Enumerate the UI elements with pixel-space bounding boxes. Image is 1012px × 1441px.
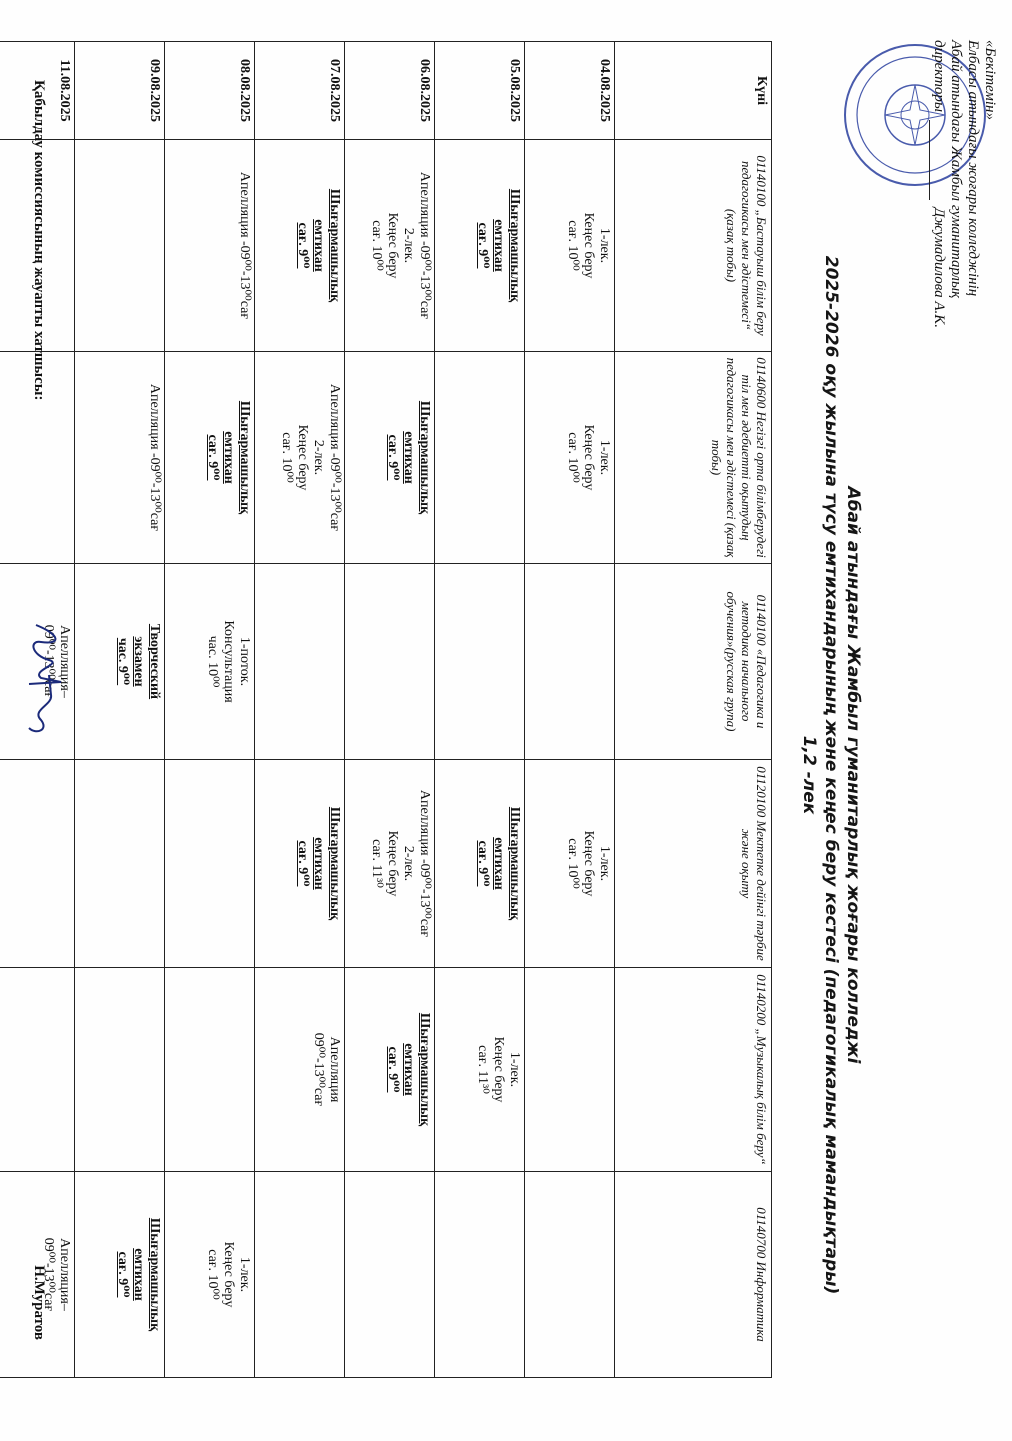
schedule-cell <box>345 352 435 564</box>
cell-line: сағ. 10⁰⁰ <box>565 838 580 889</box>
header-specialty: 01140100 «Педагогика и методика начального обучения»(русская група) <box>615 564 772 760</box>
cell-line: Апелляция <box>327 1036 342 1103</box>
cell-line: Апелляция -09⁰⁰-13⁰⁰сағ <box>327 383 342 532</box>
signature-line <box>929 120 947 200</box>
date-cell: 08.08.2025 <box>165 42 255 140</box>
cell-line: Апелляция -09⁰⁰-13⁰⁰сағ <box>417 171 432 320</box>
table-row <box>75 42 165 1378</box>
cell-line: Шығармашылық <box>147 1217 162 1332</box>
cell-line: сағ. 9⁰⁰ <box>385 434 400 481</box>
schedule-cell <box>165 1172 255 1378</box>
cell-line: 09⁰⁰-13⁰⁰сағ <box>41 1237 56 1312</box>
schedule-cell <box>255 140 345 352</box>
schedule-cell <box>75 968 165 1172</box>
table-row <box>255 42 345 1378</box>
cell-line: сағ. 9⁰⁰ <box>475 222 490 269</box>
schedule-cell <box>435 352 525 564</box>
schedule-cell <box>525 564 615 760</box>
schedule-cell <box>165 968 255 1172</box>
page-title <box>798 150 864 1400</box>
header-specialty: 01140200 „Музыкалық білім беру“ <box>615 968 772 1172</box>
schedule-cell <box>165 352 255 564</box>
table-row <box>345 42 435 1378</box>
cell-line: емтихан <box>311 837 326 890</box>
cell-line: Апелляция -09⁰⁰-13⁰⁰сағ <box>417 789 432 938</box>
cell-line: емтихан <box>311 219 326 272</box>
table-row <box>165 42 255 1378</box>
table-row <box>525 42 615 1378</box>
cell-line: 09⁰⁰-13⁰⁰сағ <box>311 1032 326 1107</box>
schedule-cell <box>345 140 435 352</box>
cell-line: сағ. 10⁰⁰ <box>205 1249 220 1300</box>
cell-line: Шығармашылық <box>237 400 252 515</box>
cell-line: 09⁰⁰-13⁰⁰сағ <box>41 624 56 699</box>
cell-line: Кеңес беру <box>295 424 310 491</box>
approval-block <box>929 40 998 328</box>
schedule-table <box>0 41 772 1378</box>
cell-line: сағ. 10⁰⁰ <box>369 220 384 271</box>
date-cell: 05.08.2025 <box>435 42 525 140</box>
date-cell: 07.08.2025 <box>255 42 345 140</box>
approval-line: Абай атындағы Жамбыл гуманитарлық <box>948 40 964 299</box>
cell-line: час. 9⁰⁰ <box>115 637 130 686</box>
cell-line: Кеңес беру <box>581 830 596 897</box>
cell-line: 1-лек. <box>507 1051 522 1088</box>
schedule-cell <box>525 760 615 968</box>
cell-line: 1-лек. <box>597 439 612 476</box>
cell-line: сағ. 9⁰⁰ <box>385 1046 400 1093</box>
schedule-cell <box>435 564 525 760</box>
cell-line: час. 10⁰⁰ <box>205 635 220 688</box>
handwritten-signature <box>21 620 71 740</box>
title-line-2: 2025-2026 оқу жылына түсу емтихандарының және кеңес беру кестесі (педагогикалық мамандықтары) <box>821 255 841 1295</box>
cell-line: 2-лек. <box>401 227 416 264</box>
cell-line: сағ. 9⁰⁰ <box>115 1251 130 1298</box>
title-line-3: 1,2 -лек <box>799 735 819 815</box>
approval-line: «Бекітемін» <box>982 40 998 120</box>
schedule-cell <box>255 1172 345 1378</box>
schedule-cell <box>0 968 75 1172</box>
cell-line: Консультация <box>221 620 236 703</box>
cell-line: Кеңес беру <box>385 830 400 897</box>
schedule-cell <box>255 352 345 564</box>
schedule-cell <box>75 564 165 760</box>
cell-line: сағ. 10⁰⁰ <box>565 220 580 271</box>
cell-line: емтихан <box>491 219 506 272</box>
cell-line: Кеңес беру <box>385 212 400 279</box>
header-specialty: 01140600 Негізгі орта білімберудегі тіл мен әдебиетті оқытудың педагогикасы мен әдістемесі (қазақ тобы) <box>615 352 772 564</box>
cell-line: 1-лек. <box>597 227 612 264</box>
cell-line: Шығармашылық <box>417 1012 432 1127</box>
table-body <box>0 42 615 1378</box>
schedule-cell <box>165 564 255 760</box>
date-cell: 06.08.2025 <box>345 42 435 140</box>
cell-line: Шығармашылық <box>327 806 342 921</box>
schedule-cell <box>525 352 615 564</box>
secretary-name: Н.Муратов <box>31 1265 47 1340</box>
cell-line: Шығармашылық <box>507 188 522 303</box>
schedule-cell <box>525 140 615 352</box>
schedule-cell <box>525 1172 615 1378</box>
cell-line: Шығармашылық <box>417 400 432 515</box>
schedule-cell <box>345 760 435 968</box>
cell-line: емтихан <box>491 837 506 890</box>
cell-line: сағ. 11³⁰ <box>369 839 384 888</box>
approval-director-line <box>929 40 947 328</box>
schedule-cell <box>345 1172 435 1378</box>
cell-line: Кеңес беру <box>581 212 596 279</box>
schedule-cell <box>345 564 435 760</box>
date-cell: 09.08.2025 <box>75 42 165 140</box>
cell-line: емтихан <box>401 1043 416 1096</box>
schedule-cell <box>75 760 165 968</box>
cell-line: Апелляция -09⁰⁰-13⁰⁰сағ <box>237 171 252 320</box>
schedule-cell <box>435 140 525 352</box>
schedule-cell <box>525 968 615 1172</box>
cell-line: 1-лек. <box>237 1256 252 1293</box>
schedule-cell <box>345 968 435 1172</box>
director-name: Джумадилова А.К. <box>931 207 947 329</box>
cell-line: сағ. 9⁰⁰ <box>205 434 220 481</box>
cell-line: Творческий <box>147 623 162 700</box>
title-line-1: Абай атындағы Жамбыл гуманитарлық жоғары колледжі <box>843 486 863 1064</box>
cell-line: сағ. 9⁰⁰ <box>295 222 310 269</box>
cell-line: сағ. 10⁰⁰ <box>565 432 580 483</box>
cell-line: Апелляция– <box>57 1238 72 1311</box>
cell-line: емтихан <box>221 431 236 484</box>
header-specialty: 01140100 „Бастауыш білім беру педагогикасы мен әдістемесі“ (қазақ тобы) <box>615 140 772 352</box>
cell-line: Кеңес беру <box>221 1241 236 1308</box>
cell-line: Кеңес беру <box>491 1036 506 1103</box>
header-specialty: 01120100 Мектепке дейінгі тәрбие және оқыту <box>615 760 772 968</box>
schedule-cell <box>255 968 345 1172</box>
cell-line: сағ. 11³⁰ <box>475 1045 490 1094</box>
approval-line: Елбасы атындағы жоғары колледжінің <box>965 40 981 297</box>
cell-line: Шығармашылық <box>507 806 522 921</box>
cell-line: 1-поток. <box>237 636 252 687</box>
schedule-cell <box>165 140 255 352</box>
schedule-cell <box>435 760 525 968</box>
secretary-label: Қабылдау комиссиясының жауапты хатшысы: <box>31 80 47 401</box>
schedule-cell <box>165 760 255 968</box>
cell-line: 2-лек. <box>311 439 326 476</box>
cell-line: сағ. 9⁰⁰ <box>475 840 490 887</box>
cell-line: сағ. 9⁰⁰ <box>295 840 310 887</box>
cell-line: емтихан <box>131 1248 146 1301</box>
header-day: Күні <box>615 42 772 140</box>
cell-line: емтихан <box>401 431 416 484</box>
schedule-cell <box>435 1172 525 1378</box>
cell-line: 1-лек. <box>597 845 612 882</box>
date-cell: 04.08.2025 <box>525 42 615 140</box>
schedule-cell <box>255 564 345 760</box>
cell-line: сағ. 10⁰⁰ <box>279 432 294 483</box>
cell-line: Кеңес беру <box>581 424 596 491</box>
schedule-cell <box>75 352 165 564</box>
date-cell: 11.08.2025 <box>0 42 75 140</box>
cell-line: 2-лек. <box>401 845 416 882</box>
schedule-cell <box>255 760 345 968</box>
schedule-cell <box>75 140 165 352</box>
approval-position: директоры <box>931 40 947 113</box>
schedule-cell <box>75 1172 165 1378</box>
header-specialty: 01140700 Информатика <box>615 1172 772 1378</box>
cell-line: Шығармашылық <box>327 188 342 303</box>
cell-line: экзамен <box>131 636 146 687</box>
schedule-cell <box>0 760 75 968</box>
table-header-row <box>615 42 772 1378</box>
table-row <box>435 42 525 1378</box>
schedule-cell <box>435 968 525 1172</box>
cell-line: Апелляция -09⁰⁰-13⁰⁰сағ <box>147 383 162 532</box>
cell-line: Апелляция– <box>57 625 72 698</box>
